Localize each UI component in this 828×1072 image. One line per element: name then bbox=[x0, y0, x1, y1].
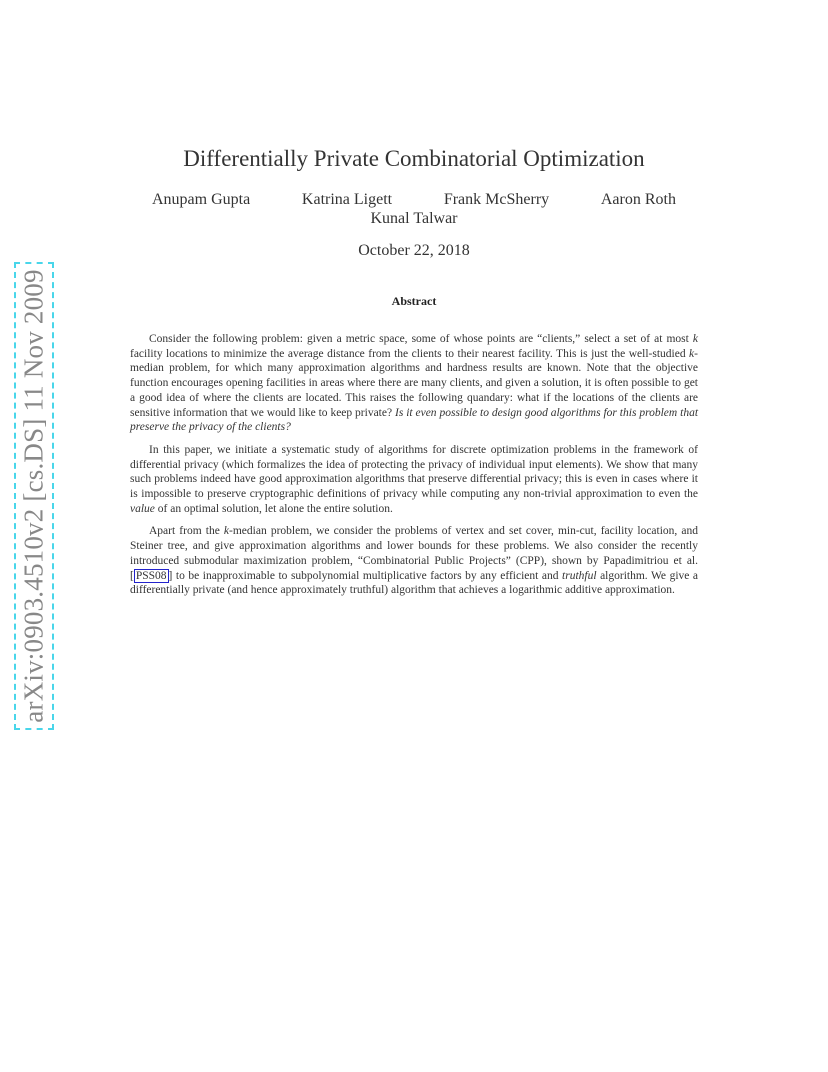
emphasized-question: Is it even possible to design good algorithms for this problem that preserve the privacy of the clients? bbox=[130, 406, 699, 434]
emphasized-word: value bbox=[130, 502, 155, 515]
author-name: Anupam Gupta bbox=[152, 191, 251, 208]
abstract-paragraph: Consider the following problem: given a metric space, some of whose points are “clients,” select a set of at most k facility locations to minimize the average distance from the clients to their nearest facility. This is just the well-studied k-median problem, for which many approximation algorithms and hardness results are known. Note that the objective function encourages opening facilities in areas where there are many clients, and given a solution, it is often possible to get a good idea of where the clients are located. This raises the following quandary: what if the locations of the clients are sensitive information that we would like to keep private? Is it even possible to design good algorithms for this problem that preserve the privacy of the clients? bbox=[130, 333, 699, 434]
author-name: Aaron Roth bbox=[600, 191, 676, 208]
author-list bbox=[130, 191, 698, 228]
author-name: Frank McSherry bbox=[443, 191, 550, 208]
author-name: Katrina Ligett bbox=[301, 191, 393, 208]
arxiv-identifier: arXiv:0903.4510v2 [cs.DS] 11 Nov 2009 bbox=[18, 269, 49, 723]
citation-link[interactable]: PSS08 bbox=[135, 569, 167, 582]
abstract-body bbox=[130, 332, 698, 606]
math-variable: k bbox=[689, 347, 695, 360]
abstract-paragraph: In this paper, we initiate a systematic study of algorithms for discrete optimization problems in the framework of differential privacy (which formalizes the idea of protecting the privacy of individual input elements). We show that many such problems indeed have good approximation algorithms that preserve differential privacy; this is even in cases where it is impossible to preserve cryptographic definitions of privacy while computing any non-trivial approximation to even the value of an optimal solution, let alone the entire solution. bbox=[130, 443, 698, 515]
paper-title: Differentially Private Combinatorial Optimization bbox=[183, 146, 645, 171]
abstract-heading: Abstract bbox=[391, 294, 437, 308]
math-variable: k bbox=[692, 333, 698, 345]
math-variable: k bbox=[223, 525, 230, 538]
emphasized-word: truthful bbox=[562, 569, 597, 582]
author-name: Kunal Talwar bbox=[370, 210, 458, 227]
paper-date: October 22, 2018 bbox=[358, 242, 470, 259]
abstract-paragraph: Apart from the k-median problem, we consider the problems of vertex and set cover, min-cut, facility location, and Steiner tree, and give approximation algorithms and lower bounds for these problems. We also consider the recently introduced submodular maximization problem, “Combinatorial Public Projects” (CPP), shown by Papadimitriou et al. [ PSS08 ] to be inapproximable to subpolynomial multiplicative factors by any efficient and truthful algorithm. We give a differentially private (and hence approximately truthful) algorithm that achieves a logarithmic additive approximation. bbox=[130, 525, 699, 597]
